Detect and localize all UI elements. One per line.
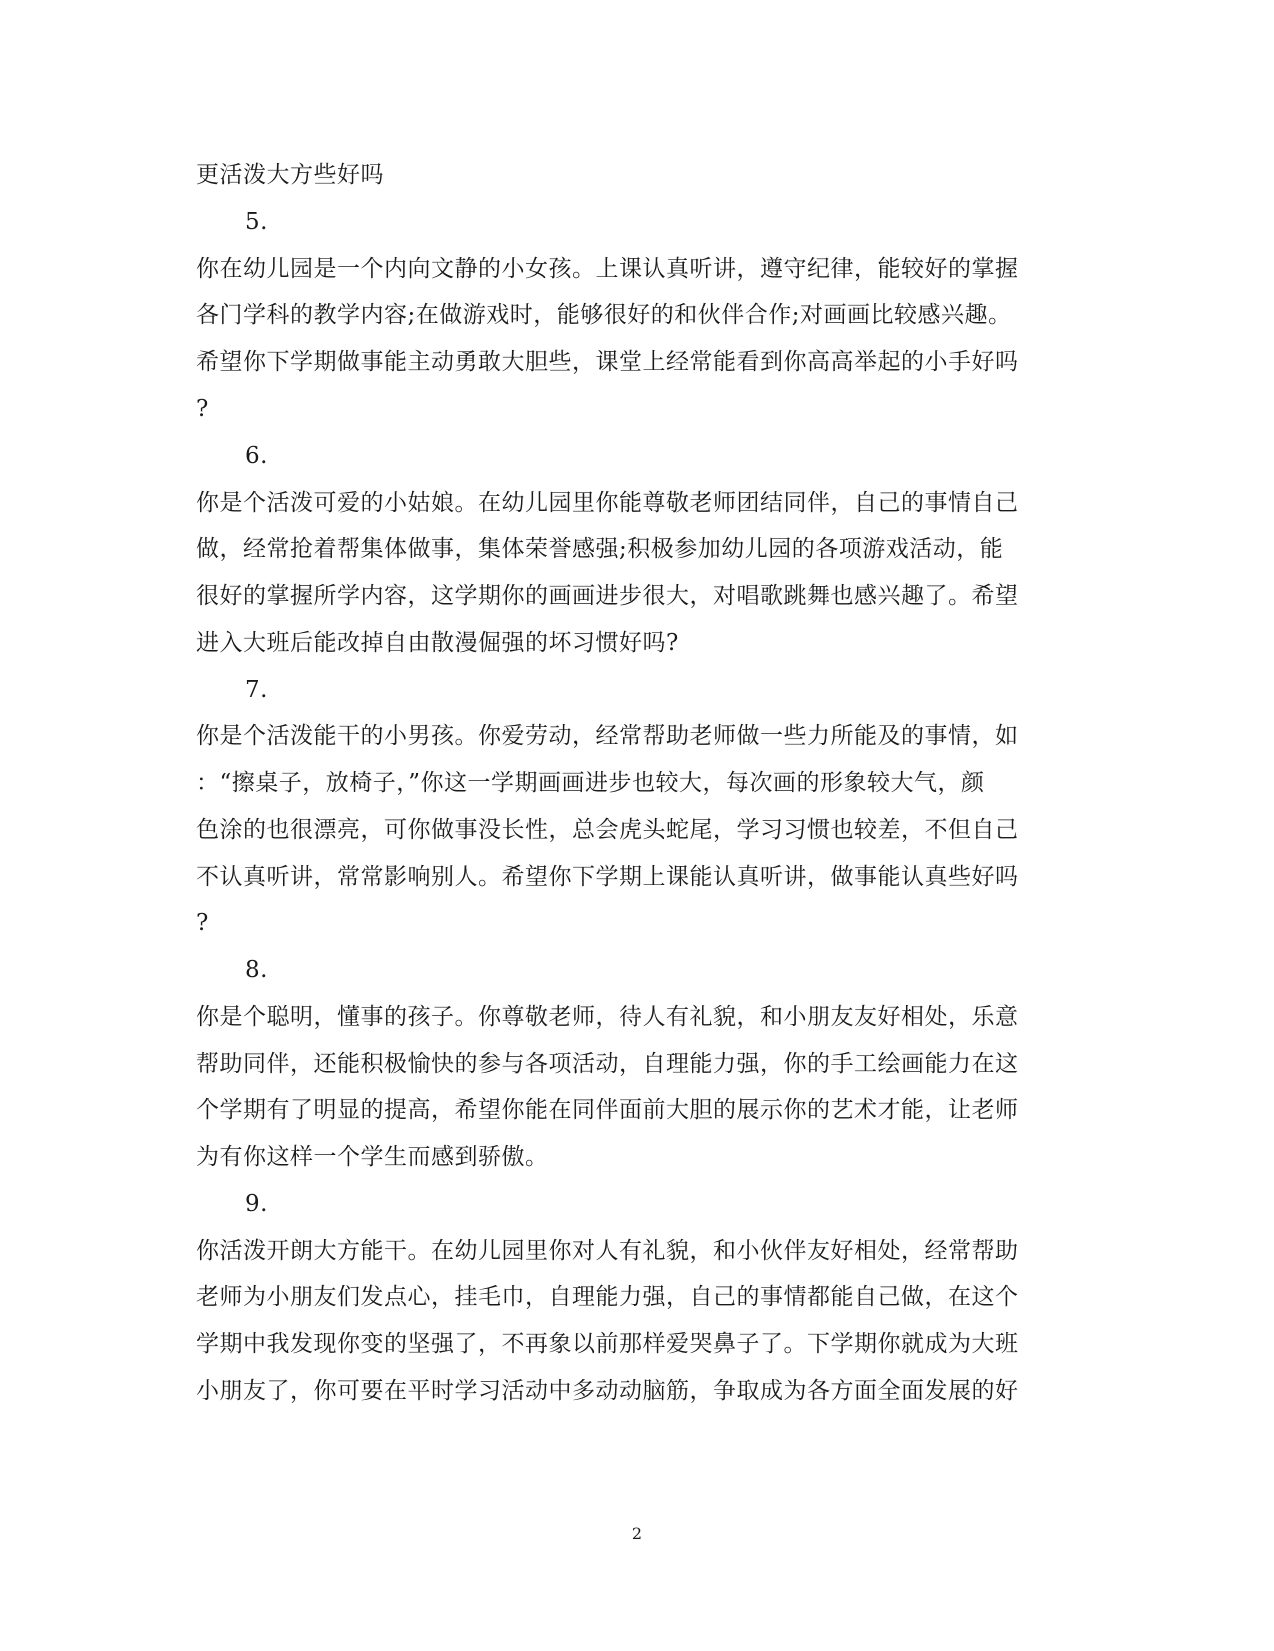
item-number: 9.: [245, 1191, 268, 1217]
text-line: 各门学科的教学内容;在做游戏时，能够很好的和伙伴合作;对画画比较感兴趣。: [196, 302, 1012, 328]
text-line: 不认真听讲，常常影响别人。希望你下学期上课能认真听讲，做事能认真些好吗: [196, 864, 1019, 890]
text-line: 个学期有了明显的提高，希望你能在同伴面前大胆的展示你的艺术才能，让老师: [196, 1097, 1019, 1123]
text-line: 做，经常抢着帮集体做事，集体荣誉感强;积极参加幼儿园的各项游戏活动，能: [196, 536, 1004, 562]
text-line: 很好的掌握所学内容，这学期你的画画进步很大，对唱歌跳舞也感兴趣了。希望: [196, 583, 1019, 609]
item-number: 7.: [245, 677, 268, 703]
text-line: 你是个活泼可爱的小姑娘。在幼儿园里你能尊敬老师团结同伴，自己的事情自己: [196, 490, 1019, 516]
text-line: ：“擦桌子，放椅子，”你这一学期画画进步也较大，每次画的形象较大气，颜: [196, 770, 985, 796]
text-line: 你是个活泼能干的小男孩。你爱劳动，经常帮助老师做一些力所能及的事情，如: [196, 723, 1019, 749]
text-line: ?: [196, 396, 209, 422]
text-line: 小朋友了，你可要在平时学习活动中多动动脑筋，争取成为各方面全面发展的好: [196, 1378, 1019, 1404]
text-line: 你在幼儿园是一个内向文静的小女孩。上课认真听讲，遵守纪律，能较好的掌握: [196, 256, 1019, 282]
page-number: 2: [631, 1524, 643, 1543]
text-line: 老师为小朋友们发点心，挂毛巾，自理能力强，自己的事情都能自己做，在这个: [196, 1284, 1019, 1310]
item-number: 8.: [245, 957, 268, 983]
item-number: 5.: [245, 209, 268, 235]
text-line: 帮助同伴，还能积极愉快的参与各项活动，自理能力强，你的手工绘画能力在这: [196, 1051, 1019, 1077]
text-line: 你是个聪明，懂事的孩子。你尊敬老师，待人有礼貌，和小朋友友好相处，乐意: [196, 1004, 1019, 1030]
text-line: 为有你这样一个学生而感到骄傲。: [196, 1144, 549, 1170]
text-line: 色涂的也很漂亮，可你做事没长性，总会虎头蛇尾，学习习惯也较差，不但自己: [196, 817, 1019, 843]
item-number: 6.: [245, 443, 268, 469]
text-line: 学期中我发现你变的坚强了，不再象以前那样爱哭鼻子了。下学期你就成为大班: [196, 1331, 1019, 1357]
text-line: ?: [196, 910, 209, 936]
text-line: 更活泼大方些好吗: [196, 162, 384, 188]
text-line: 你活泼开朗大方能干。在幼儿园里你对人有礼貌，和小伙伴友好相处，经常帮助: [196, 1238, 1019, 1264]
text-line: 进入大班后能改掉自由散漫倔强的坏习惯好吗?: [196, 630, 679, 656]
text-line: 希望你下学期做事能主动勇敢大胆些，课堂上经常能看到你高高举起的小手好吗: [196, 349, 1019, 375]
